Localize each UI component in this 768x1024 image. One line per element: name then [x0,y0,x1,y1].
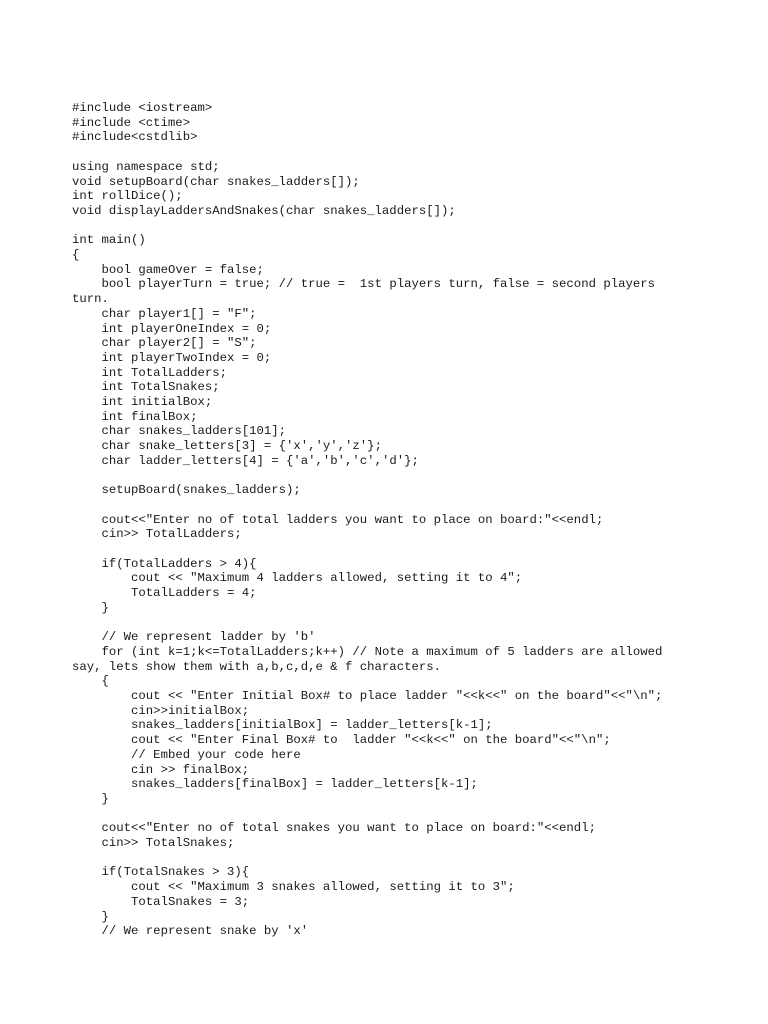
code-line: int playerTwoIndex = 0; [72,350,272,365]
code-line [72,807,692,822]
code-line: { [72,674,109,689]
code-line: void displayLaddersAndSnakes(char snakes_ladders[]); [72,203,456,218]
code-line [72,145,692,160]
code-line [72,542,692,557]
code-line: cin>> TotalSnakes; [72,836,235,851]
code-line: if(TotalSnakes > 3){ [72,865,250,880]
code-line: int main() [72,233,146,248]
code-line: bool playerTurn = true; // true = 1st players turn, false = second players turn. [72,277,663,307]
code-block [72,101,692,939]
code-line: #include <ctime> [72,115,191,130]
code-line: snakes_ladders[finalBox] = ladder_letters[k-1]; [72,777,478,792]
code-line: #include<cstdlib> [72,130,198,145]
code-line: #include <iostream> [72,101,213,115]
code-line: char snake_letters[3] = {'x','y','z'}; [72,439,382,454]
code-line [72,219,692,234]
code-line [72,498,692,513]
code-line: int initialBox; [72,395,213,410]
code-line: cout<<"Enter no of total ladders you want to place on board:"<<endl; [72,512,604,527]
code-line: void setupBoard(char snakes_ladders[]); [72,174,360,189]
code-line: char player1[] = "F"; [72,306,257,321]
code-line: cout<<"Enter no of total snakes you want to place on board:"<<endl; [72,821,596,836]
code-line: cin>>initialBox; [72,703,250,718]
code-line: } [72,600,109,615]
code-line: } [72,791,109,806]
code-line: cout << "Maximum 4 ladders allowed, setting it to 4"; [72,571,523,586]
code-line: char player2[] = "S"; [72,336,257,351]
code-line: { [72,248,80,262]
code-line: cout << "Enter Initial Box# to place ladder "<<k<<" on the board"<<"\n"; [72,689,663,704]
code-line: int playerOneIndex = 0; [72,321,272,336]
code-line: int TotalLadders; [72,365,227,380]
code-line: int rollDice(); [72,189,183,204]
code-line: // We represent ladder by 'b' [72,630,316,645]
code-line [72,851,692,866]
code-line: TotalLadders = 4; [72,586,257,601]
code-line: cout << "Maximum 3 snakes allowed, setting it to 3"; [72,880,515,895]
code-line: char snakes_ladders[101]; [72,424,287,439]
code-line: using namespace std; [72,159,220,174]
code-line: snakes_ladders[initialBox] = ladder_letters[k-1]; [72,718,493,733]
code-line: } [72,909,109,924]
code-line: TotalSnakes = 3; [72,894,250,909]
code-line: cout << "Enter Final Box# to ladder "<<k<<" on the board"<<"\n"; [72,733,611,748]
code-line: cin>> TotalLadders; [72,527,242,542]
code-line: // We represent snake by 'x' [72,924,309,939]
code-line: setupBoard(snakes_ladders); [72,483,301,498]
code-line: bool gameOver = false; [72,262,264,277]
code-line: // Embed your code here [72,747,301,762]
code-line [72,616,692,631]
code-line: if(TotalLadders > 4){ [72,556,257,571]
code-line: char ladder_letters[4] = {'a','b','c','d'}; [72,453,419,468]
code-line [72,469,692,484]
code-line: int finalBox; [72,409,198,424]
code-line: int TotalSnakes; [72,380,220,395]
code-line: for (int k=1;k<=TotalLadders;k++) // Note a maximum of 5 ladders are allowed say, lets show them with a,b,c,d,e & f characters. [72,644,670,674]
code-line: cin >> finalBox; [72,762,250,777]
